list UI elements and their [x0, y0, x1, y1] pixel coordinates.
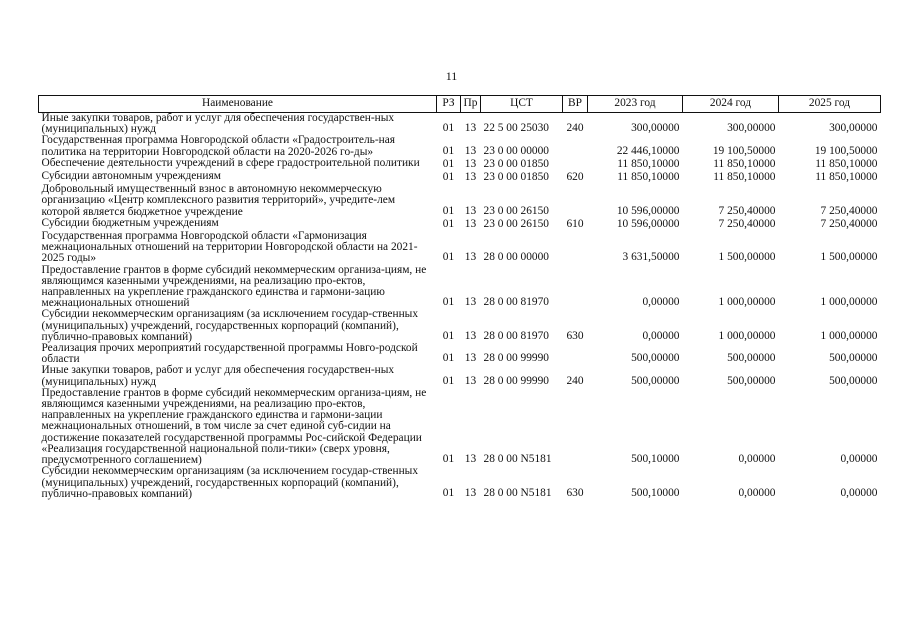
row-cst: 23 0 00 26150 [483, 204, 549, 217]
row-2024: 11 850,10000 [713, 157, 776, 170]
row-name: Субсидии бюджетным учреждениям [41, 216, 219, 229]
row-pr: 13 [464, 157, 477, 170]
table-row [39, 231, 881, 265]
table-row [39, 184, 881, 218]
row-2024: 1 000,00000 [718, 296, 776, 309]
row-vr [563, 265, 588, 310]
row-cst: 28 0 00 N5181 [483, 486, 552, 499]
row-2024: 0,00000 [738, 486, 776, 499]
table-row [39, 309, 881, 343]
row-name: Государственная программа Новгородской области «Гармонизация межнациональных отношений на территории Новгородской области на 2021-2025 годы» [41, 230, 418, 265]
row-2024: 19 100,50000 [712, 144, 776, 157]
row-vr [563, 158, 588, 171]
row-2025: 11 850,10000 [815, 171, 878, 184]
row-name: Реализация прочих мероприятий государственной программы Новго-родской области [41, 342, 418, 366]
row-2025: 1 500,00000 [820, 251, 878, 264]
row-2023: 22 446,10000 [616, 144, 680, 157]
row-rz: 01 [442, 453, 455, 466]
row-2025: 19 100,50000 [814, 144, 878, 157]
row-rz: 01 [442, 157, 455, 170]
row-pr: 13 [464, 144, 477, 157]
row-2023: 0,00000 [642, 296, 680, 309]
row-rz: 01 [442, 329, 455, 342]
row-rz: 01 [442, 352, 455, 365]
table-row [39, 343, 881, 365]
header-2025: 2025 год [779, 96, 881, 113]
row-vr [563, 135, 588, 157]
row-name: Субсидии автономным учреждениям [41, 170, 221, 183]
row-rz: 01 [442, 204, 455, 217]
row-pr: 13 [464, 251, 477, 264]
row-pr: 13 [464, 374, 477, 387]
table-row [39, 113, 881, 136]
row-pr: 13 [464, 171, 477, 184]
table-row [39, 466, 881, 500]
row-2023: 500,00000 [631, 352, 680, 365]
row-2023: 11 850,10000 [617, 171, 680, 184]
row-2023: 300,00000 [631, 122, 680, 135]
row-name: Добровольный имущественный взнос в автономную некоммерческую организацию «Центр комплексного развития территорий», учредите-лем которой является бюджетное учреждение [41, 183, 396, 218]
table-row [39, 135, 881, 157]
row-rz: 01 [442, 171, 455, 184]
budget-table [38, 95, 881, 500]
row-2024: 11 850,10000 [713, 171, 776, 184]
row-2025: 0,00000 [840, 486, 878, 499]
row-vr: 630 [566, 329, 584, 342]
row-rz: 01 [442, 144, 455, 157]
row-2025: 1 000,00000 [820, 296, 878, 309]
row-rz: 01 [442, 486, 455, 499]
row-pr: 13 [464, 296, 477, 309]
row-vr: 240 [566, 374, 584, 387]
row-pr: 13 [464, 217, 477, 230]
row-name: Субсидии некоммерческим организациям (за исключением государ-ственных (муниципальных) учреждений, государственных корпораций (компаний), публично-правовых компаний) [41, 308, 419, 343]
row-vr: 240 [566, 122, 584, 135]
header-2023: 2023 год [588, 96, 683, 113]
row-name: Иные закупки товаров, работ и услуг для обеспечения государствен-ных (муниципальных) нужд [41, 364, 395, 388]
row-2023: 10 596,00000 [616, 204, 680, 217]
row-cst: 28 0 00 00000 [483, 251, 549, 264]
row-2024: 7 250,40000 [718, 217, 776, 230]
row-2025: 1 000,00000 [820, 329, 878, 342]
row-cst: 23 0 00 01850 [483, 171, 549, 184]
row-rz: 01 [442, 251, 455, 264]
row-name: Иные закупки товаров, работ и услуг для обеспечения государствен-ных (муниципальных) нужд [41, 112, 395, 136]
table-row [39, 265, 881, 310]
row-2023: 11 850,10000 [617, 157, 680, 170]
row-2023: 500,10000 [631, 453, 680, 466]
row-cst: 28 0 00 99990 [483, 374, 549, 387]
row-2025: 0,00000 [840, 453, 878, 466]
header-pr: Пр [461, 96, 481, 113]
row-cst: 23 0 00 01850 [483, 157, 549, 170]
row-2025: 300,00000 [829, 122, 878, 135]
row-2023: 10 596,00000 [616, 217, 680, 230]
row-vr [563, 231, 588, 265]
row-pr: 13 [464, 352, 477, 365]
row-2023: 500,10000 [631, 486, 680, 499]
row-pr: 13 [464, 453, 477, 466]
row-pr: 13 [464, 329, 477, 342]
row-name: Субсидии некоммерческим организациям (за исключением государ-ственных (муниципальных) учреждений, государственных корпораций (компаний), публично-правовых компаний) [41, 465, 419, 500]
row-2024: 300,00000 [727, 122, 776, 135]
header-name: Наименование [39, 96, 437, 113]
row-2024: 7 250,40000 [718, 204, 776, 217]
row-pr: 13 [464, 122, 477, 135]
row-cst: 28 0 00 99990 [483, 352, 549, 365]
row-vr [563, 388, 588, 466]
row-name: Государственная программа Новгородской области «Градостроитель-ная политика на территории Новгородской области на 2020-2026 го-ды» [41, 134, 396, 158]
row-2025: 500,00000 [829, 374, 878, 387]
row-vr: 620 [566, 171, 584, 184]
row-cst: 23 0 00 00000 [483, 144, 549, 157]
row-name: Обеспечение деятельности учреждений в сфере градостроительной политики [41, 156, 420, 169]
table-row [39, 388, 881, 466]
row-2024: 500,00000 [727, 352, 776, 365]
row-cst: 28 0 00 81970 [483, 296, 549, 309]
row-cst: 23 0 00 26150 [483, 217, 549, 230]
header-cst: ЦСТ [481, 96, 563, 113]
row-rz: 01 [442, 217, 455, 230]
row-name: Предоставление грантов в форме субсидий некоммерческим организа-циям, не являющимся казенными учреждениями, на реализацию про-ектов, направленных на укрепление гражданского единства и гармони-зацию межнациональных отношений [41, 263, 427, 310]
row-pr: 13 [464, 486, 477, 499]
header-2024: 2024 год [683, 96, 779, 113]
row-vr [563, 184, 588, 218]
row-vr: 610 [566, 217, 584, 230]
row-2023: 500,00000 [631, 374, 680, 387]
table-body [39, 113, 881, 500]
page-number: 11 [445, 69, 458, 83]
row-cst: 28 0 00 81970 [483, 329, 549, 342]
row-2025: 11 850,10000 [815, 157, 878, 170]
row-name: Предоставление грантов в форме субсидий некоммерческим организа-циям, не являющимся казенными учреждениями, на реализацию про-ектов, направленных на укрепление гражданского единства и гармони-зации межнациональных отношений, в том числе за счет единой суб-сидии на достижение показателей государственной программы Рос-сийской Федерации «Реализация государственной национальной поли-тики» (сверх уровня, предусмотренного соглашением) [41, 386, 427, 467]
row-2025: 7 250,40000 [820, 217, 878, 230]
row-2023: 3 631,50000 [622, 251, 680, 264]
row-cst: 28 0 00 N5181 [483, 453, 552, 466]
row-pr: 13 [464, 204, 477, 217]
header-rz: РЗ [437, 96, 461, 113]
row-2024: 1 500,00000 [718, 251, 776, 264]
row-rz: 01 [442, 122, 455, 135]
header-vr: ВР [563, 96, 588, 113]
row-2023: 0,00000 [642, 329, 680, 342]
row-vr: 630 [566, 486, 584, 499]
row-rz: 01 [442, 296, 455, 309]
row-cst: 22 5 00 25030 [483, 122, 549, 135]
row-2024: 500,00000 [727, 374, 776, 387]
row-2024: 1 000,00000 [718, 329, 776, 342]
table-header-row [39, 96, 881, 113]
row-vr [563, 343, 588, 365]
table-row [39, 365, 881, 387]
row-rz: 01 [442, 374, 455, 387]
row-2024: 0,00000 [738, 453, 776, 466]
row-2025: 500,00000 [829, 352, 878, 365]
row-2025: 7 250,40000 [820, 204, 878, 217]
